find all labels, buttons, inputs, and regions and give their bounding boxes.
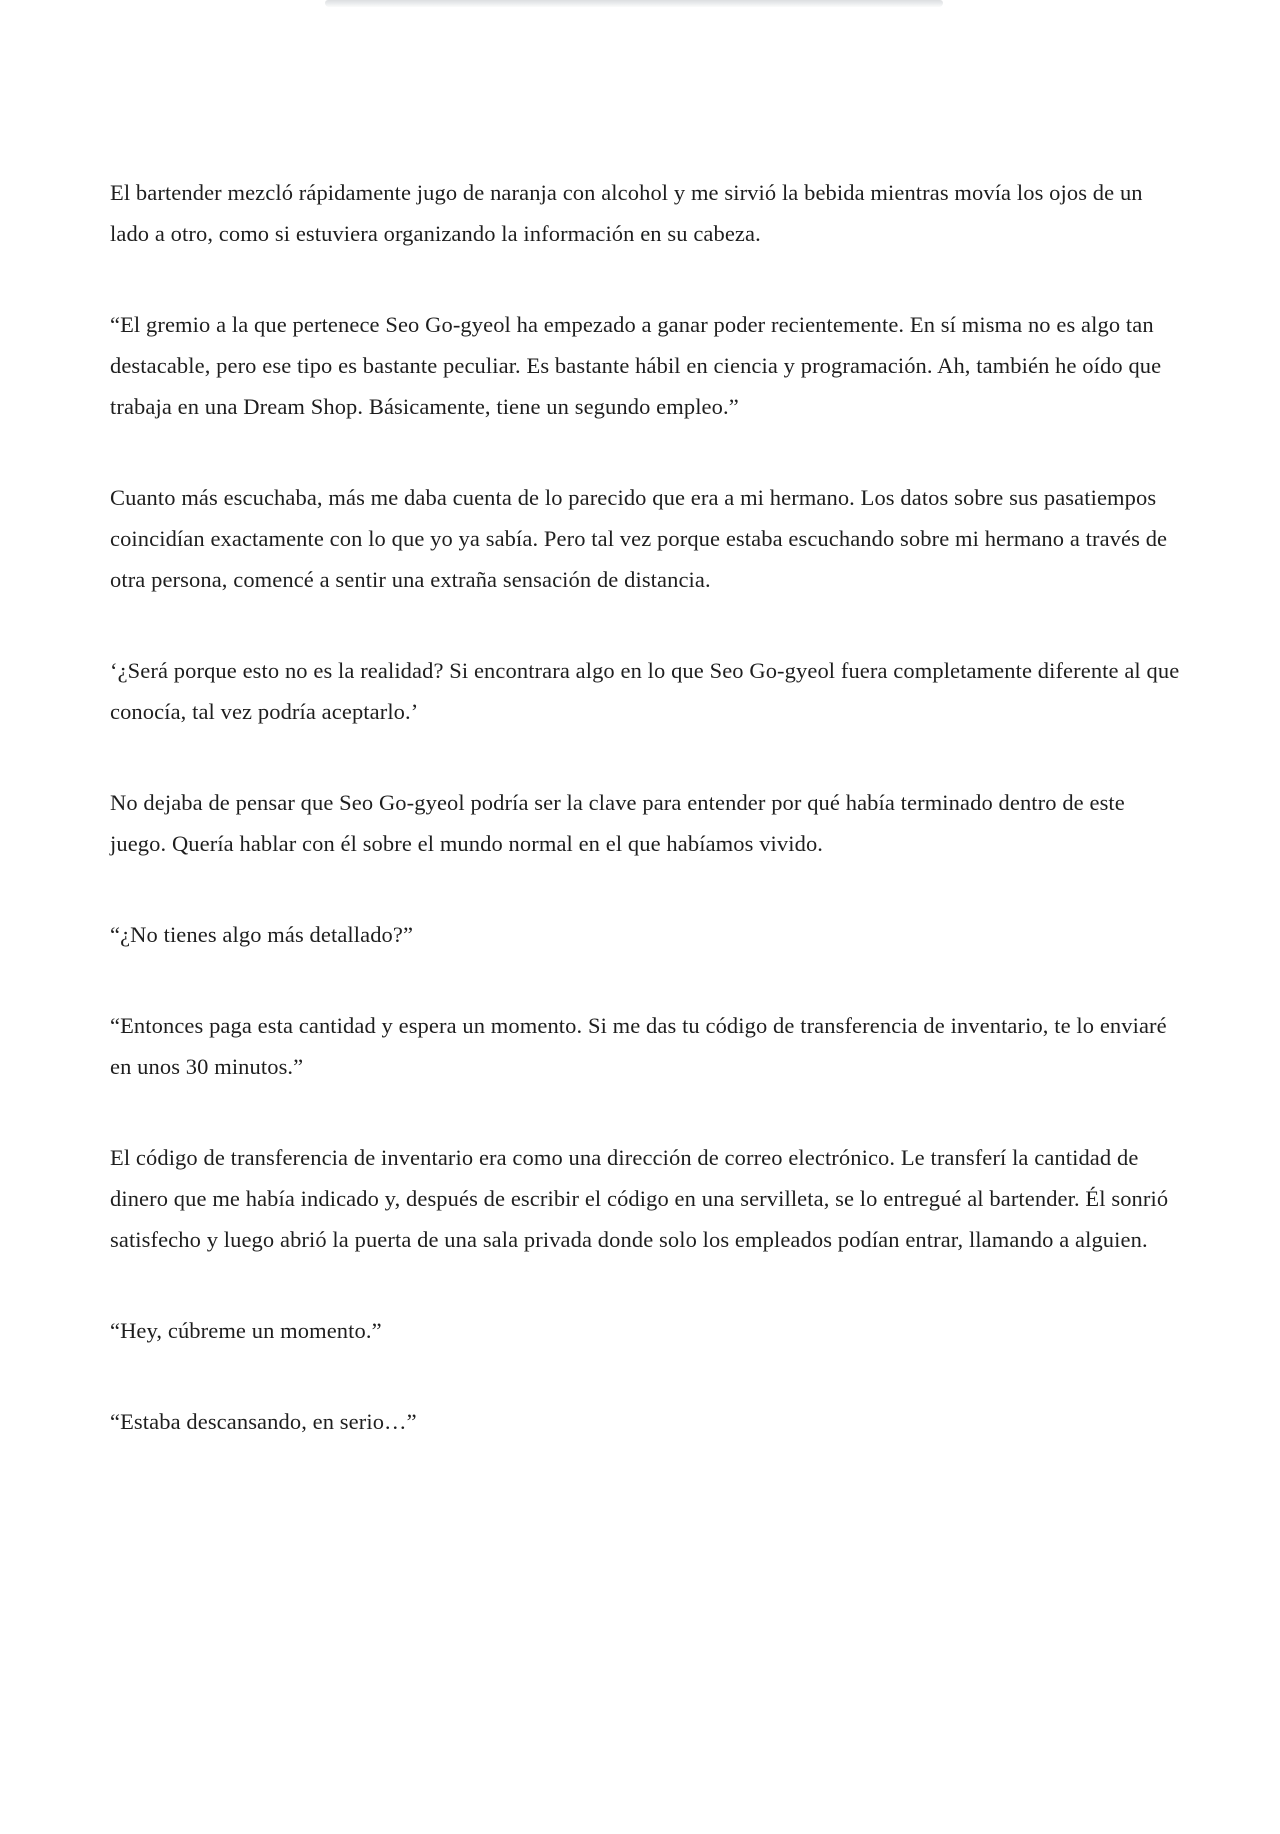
story-paragraph: No dejaba de pensar que Seo Go-gyeol podría ser la clave para entender por qué había terminado dentro de este juego. Quería hablar con él sobre el mundo normal en el que habíamos vivido. xyxy=(110,790,1125,856)
story-paragraph: “Estaba descansando, en serio…” xyxy=(110,1409,417,1434)
story-paragraph: ‘¿Será porque esto no es la realidad? Si encontrara algo en lo que Seo Go-gyeol fuera completamente diferente al que conocía, tal vez podría aceptarlo.’ xyxy=(110,658,1180,724)
story-paragraph: El bartender mezcló rápidamente jugo de naranja con alcohol y me sirvió la bebida mientras movía los ojos de un lado a otro, como si estuviera organizando la información en su cabeza. xyxy=(110,180,1143,246)
story-paragraph: “Entonces paga esta cantidad y espera un momento. Si me das tu código de transferencia de inventario, te lo enviaré en unos 30 minutos.” xyxy=(110,1013,1167,1079)
story-paragraph: “El gremio a la que pertenece Seo Go-gyeol ha empezado a ganar poder recientemente. En sí misma no es algo tan destacable, pero ese tipo es bastante peculiar. Es bastante hábil en ciencia y programación. Ah, también he oído que trabaja en una Dream Shop. Básicamente, tiene un segundo empleo.” xyxy=(110,312,1162,419)
story-paragraph: “¿No tienes algo más detallado?” xyxy=(110,922,414,947)
story-paragraph: Cuanto más escuchaba, más me daba cuenta de lo parecido que era a mi hermano. Los datos sobre sus pasatiempos coincidían exactamente con lo que yo ya sabía. Pero tal vez porque estaba escuchando sobre mi hermano a través de otra persona, comencé a sentir una extraña sensación de distancia. xyxy=(110,485,1168,592)
story-paragraph: “Hey, cúbreme un momento.” xyxy=(110,1318,382,1343)
story-paragraph: El código de transferencia de inventario era como una dirección de correo electrónico. Le transferí la cantidad de dinero que me había indicado y, después de escribir el código en una servilleta, se lo entregué al bartender. Él sonrió satisfecho y luego abrió la puerta de una sala privada donde solo los empleados podían entrar, llamando a alguien. xyxy=(110,1145,1169,1252)
